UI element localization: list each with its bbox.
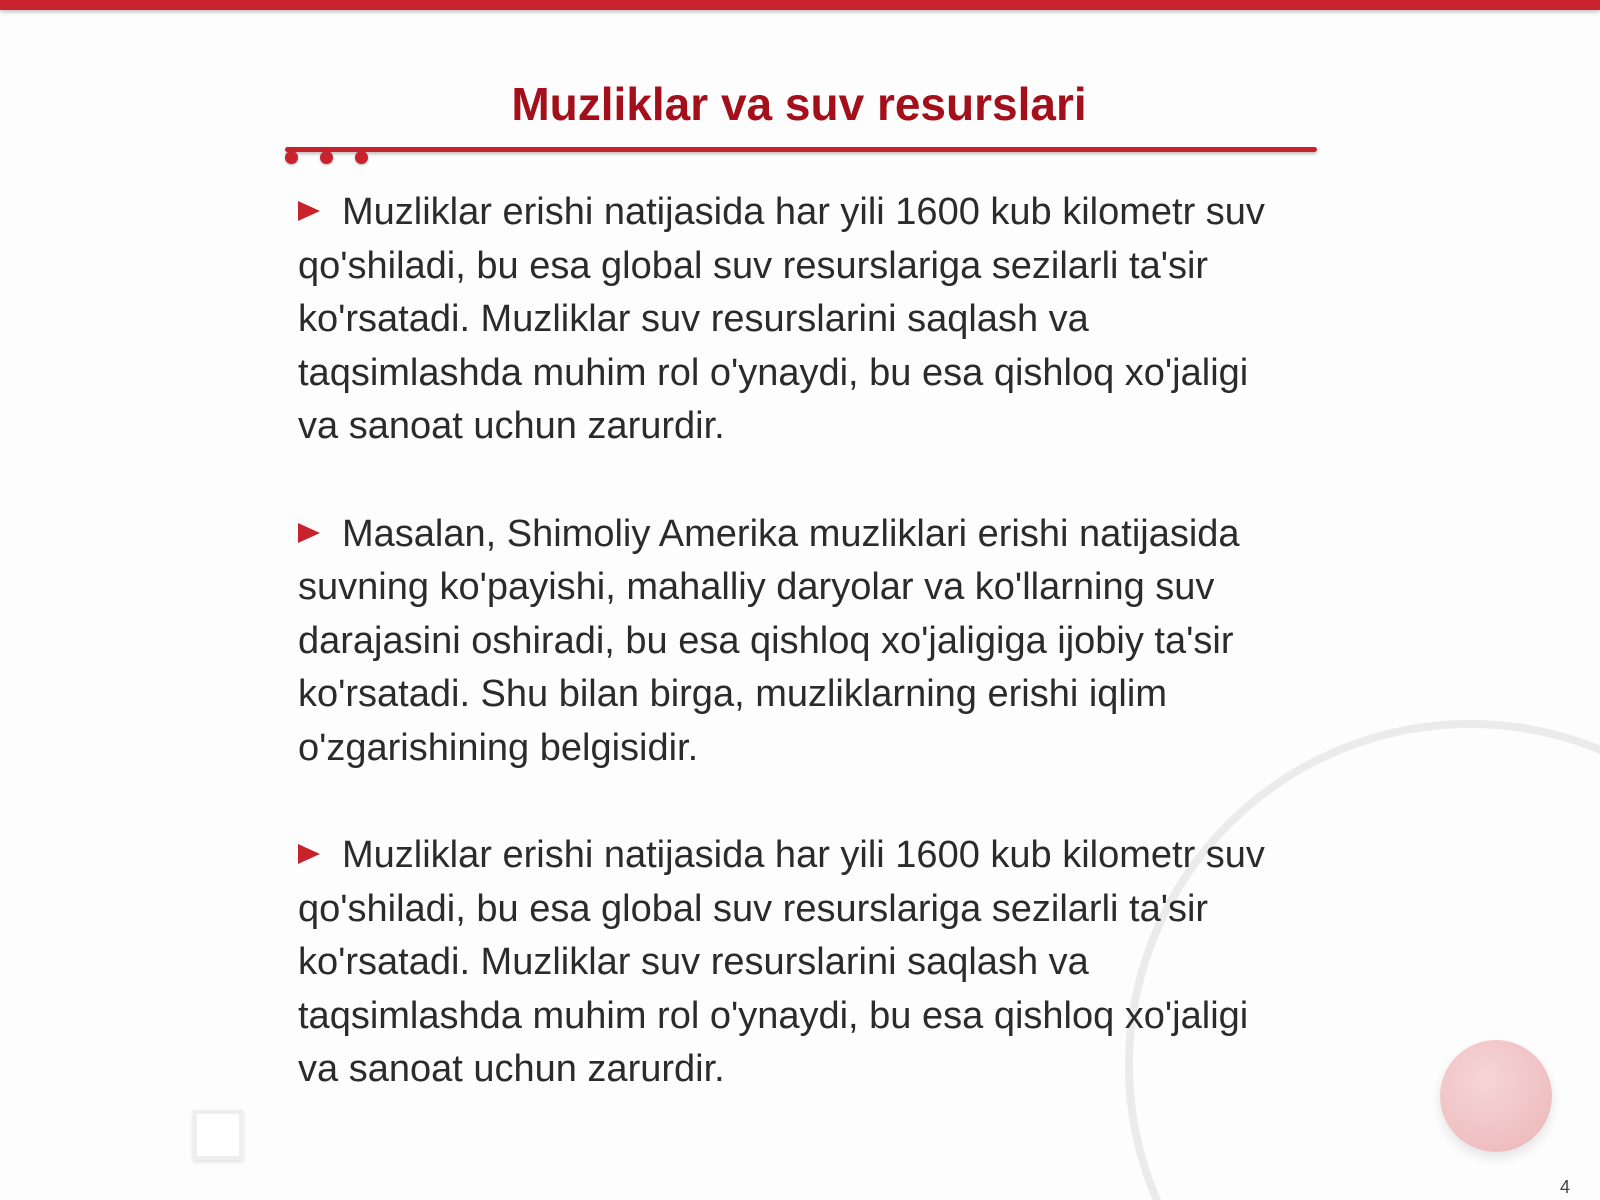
bullet-item-2: [298, 508, 1298, 776]
triangle-bullet-icon: [298, 844, 320, 864]
bullet-text-3: Muzliklar erishi natijasida har yili 1600 kub kilometr suv qo'shiladi, bu esa global suv resurslariga sezilarli ta'sir ko'rsatadi. Muzliklar suv resurslarini saqlash va taqsimlashda muhim rol o'ynaydi, bu esa qishloq xo'jaligi va sanoat uchun zarurdir.: [298, 834, 1265, 1090]
decorative-circle: [1440, 1040, 1552, 1152]
bullet-item-3: [298, 829, 1298, 1097]
underline-dot-2: [320, 151, 333, 164]
triangle-bullet-icon: [298, 201, 320, 221]
title-underline: [285, 147, 1317, 152]
slide-title: Muzliklar va suv resurslari: [511, 78, 1087, 130]
bullet-item-1: [298, 186, 1298, 454]
decorative-square: [193, 1110, 243, 1160]
bullet-text-2: Masalan, Shimoliy Amerika muzliklari erishi natijasida suvning ko'payishi, mahalliy daryolar va ko'llarning suv darajasini oshiradi, bu esa qishloq xo'jaligiga ijobiy ta'sir ko'rsatadi. Shu bilan birga, muzliklarning erishi iqlim o'zgarishining belgisidir.: [298, 512, 1240, 769]
underline-dot-1: [285, 151, 298, 164]
underline-dot-3: [355, 151, 368, 164]
bullet-text-1: Muzliklar erishi natijasida har yili 1600 kub kilometr suv qo'shiladi, bu esa global suv resurslariga sezilarli ta'sir ko'rsatadi. Muzliklar suv resurslarini saqlash va taqsimlashda muhim rol o'ynaydi, bu esa qishloq xo'jaligi va sanoat uchun zarurdir.: [298, 191, 1265, 447]
top-accent-bar: [0, 0, 1600, 10]
triangle-bullet-icon: [298, 523, 320, 543]
page-number: 4: [1559, 1177, 1570, 1197]
bullet-list: [298, 186, 1298, 1151]
